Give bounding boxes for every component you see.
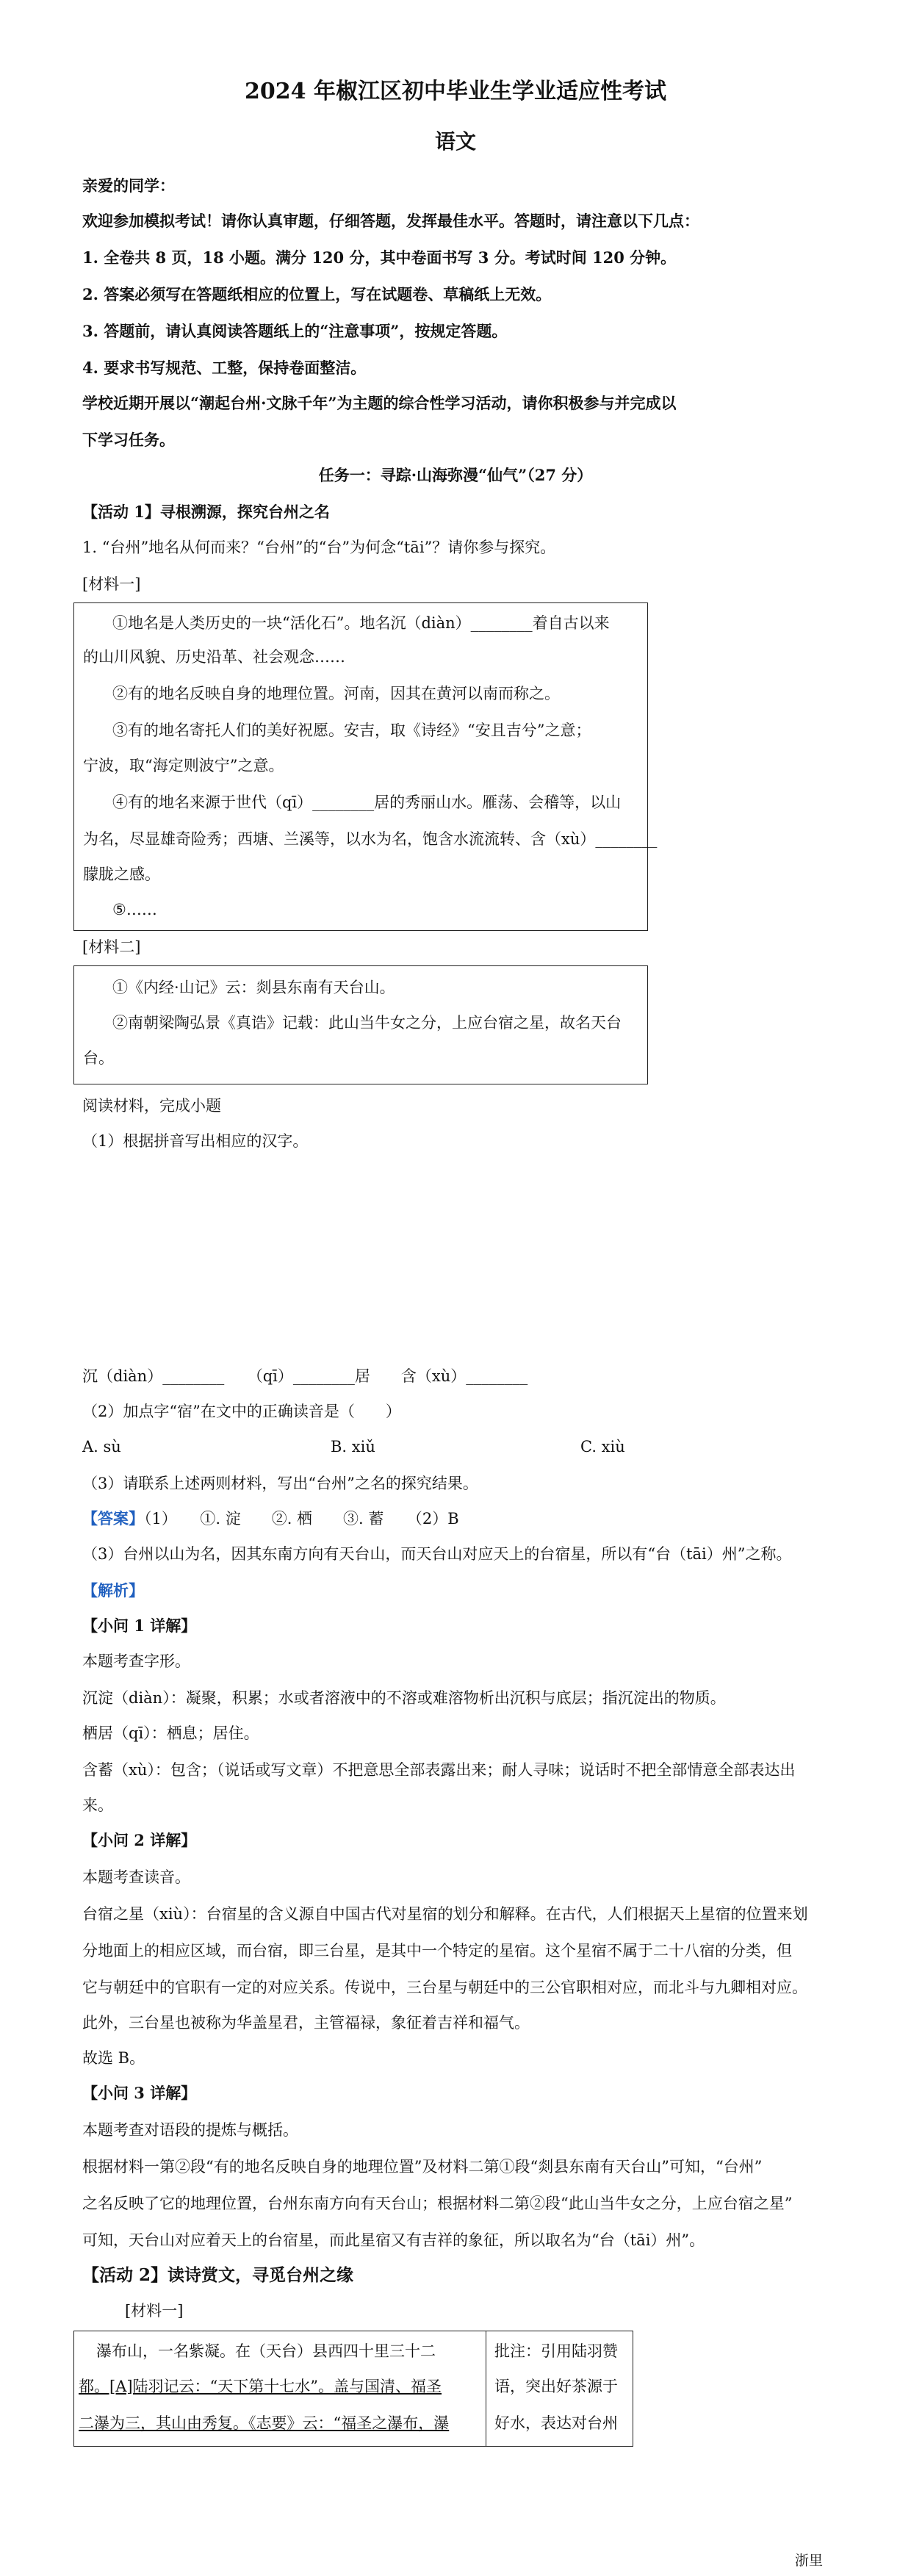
detail1-line: 栖居（qī）：栖息；居住。 [82, 1724, 259, 1742]
detail3-line: 可知，天台山对应着天上的台宿星，而此星宿又有吉祥的象征，所以取名为“台（tāi）州”。 [82, 2231, 705, 2249]
task-intro-line-1: 学校近期开展以“潮起台州·文脉千年”为主题的综合性学习活动，请你积极参与并完成以 [82, 394, 677, 412]
option-a: A. sù [82, 1438, 121, 1456]
activity1-heading: 【活动 1】寻根溯源，探究台州之名 [82, 503, 330, 521]
option-b: B. xiǔ [331, 1438, 375, 1456]
table-left-line: 二瀑为三，其山由秀复。《志要》云：“福圣之瀑布，瀑 [79, 2414, 450, 2432]
sub-question-1: （1）根据拼音写出相应的汉字。 [82, 1132, 309, 1150]
table-right-line: 批注：引用陆羽赞 [494, 2342, 618, 2360]
detail1-line: 本题考查字形。 [82, 1652, 190, 1670]
material1-box [73, 602, 658, 931]
material1-line: 朦胧之感。 [83, 866, 160, 883]
answer-line-1 [82, 1508, 839, 1530]
exam-subject: 语文 [434, 129, 476, 154]
detail3-line: 根据材料一第②段“有的地名反映自身的地理位置”及材料二第①段“剡县东南有天台山”可知，“台州” [82, 2158, 763, 2176]
detail1-line: 含蓄（xù）：包含；（说话或写文章）不把意思全部表露出来；耐人寻味；说话时不把全部情意全部表达出 [82, 1761, 796, 1779]
material1-line: ④有的地名来源于世代（qī）________居的秀丽山水。雁荡、会稽等，以山 [112, 794, 622, 811]
material1-line: ②有的地名反映自身的地理位置。河南，因其在黄河以南而称之。 [112, 685, 560, 702]
detail1-line: 沉淀（diàn）：凝聚，积累；水或者溶液中的不溶或难溶物析出沉积与底层；指沉淀出的物质。 [82, 1689, 726, 1707]
sub-question-1-blanks: 沉（diàn）________ （qī）________居 含（xù）________ [82, 1367, 528, 1385]
sub-question-2: （2）加点字“宿”在文中的正确读音是（ ） [82, 1403, 401, 1420]
detail3-heading: 【小问 3 详解】 [82, 2084, 197, 2102]
table-right-line: 好水，表达对台州 [494, 2414, 618, 2432]
detail2-line: 本题考查读音。 [82, 1868, 190, 1886]
table-left-line: 都。[A]陆羽记云：“天下第十七水”。盖与国清、福圣 [79, 2378, 442, 2395]
detail2-line: 此外，三台星也被称为华盖星君，主管福禄，象征着吉祥和福气。 [82, 2014, 530, 2032]
detail2-line: 台宿之星（xiù）：台宿星的含义源自中国古代对星宿的划分和解释。在古代，人们根据天上星宿的位置来划 [82, 1905, 808, 1923]
question-1: 1. “台州”地名从何而来？“台州”的“台”为何念“tāi”？请你参与探究。 [82, 539, 556, 556]
greeting: 亲爱的同学： [82, 176, 175, 195]
table-left-line: 瀑布山，一名紫凝。在（天台）县西四十里三十二 [96, 2342, 436, 2360]
rule-3: 3. 答题前，请认真阅读答题纸上的“注意事项”，按规定答题。 [82, 322, 508, 340]
detail2-line: 分地面上的相应区域，而台宿，即三台星，是其中一个特定的星宿。这个星宿不属于二十八宿的分类，但 [82, 1942, 792, 1960]
answer-line-2: （3）台州以山为名，因其东南方向有天台山，而天台山对应天上的台宿星，所以有“台（tāi）州”之称。 [82, 1545, 792, 1563]
detail3-line: 之名反映了它的地理位置，台州东南方向有天台山；根据材料二第②段“此山当牛女之分，上应台宿之星” [82, 2195, 793, 2212]
activity2-heading: 【活动 2】读诗赏文，寻觅台州之缘 [82, 2265, 354, 2285]
option-c: C. xiù [580, 1438, 625, 1456]
material1-line: ⑤…… [112, 901, 157, 918]
read-prompt: 阅读材料，完成小题 [82, 1097, 221, 1115]
welcome-text: 欢迎参加模拟考试！请你认真审题，仔细答题，发挥最佳水平。答题时，请注意以下几点： [82, 212, 699, 230]
activity2-material-label: [材料一] [125, 2302, 184, 2320]
exam-title: 2024 年椒江区初中毕业生学业适应性考试 [245, 79, 666, 104]
task-intro-line-2: 下学习任务。 [82, 431, 175, 449]
rule-2: 2. 答案必须写在答题纸相应的位置上，写在试题卷、草稿纸上无效。 [82, 285, 552, 303]
material1-line: ①地名是人类历史的一块“活化石”。地名沉（diàn）________着自古以来 [112, 614, 610, 632]
answer-label: 【答案】 [82, 1509, 144, 1528]
detail1-line: 来。 [82, 1796, 113, 1814]
material2-line: ①《内经·山记》云：剡县东南有天台山。 [112, 979, 395, 996]
material1-line: 宁波，取“海定则波宁”之意。 [83, 757, 284, 774]
analysis-label: 【解析】 [82, 1581, 144, 1600]
rule-4: 4. 要求书写规范、工整，保持卷面整洁。 [82, 359, 367, 377]
answer-text-1: （1） ①. 淀 ②. 栖 ③. 蓄 （2）B [144, 1510, 459, 1528]
detail2-line: 它与朝廷中的官职有一定的对应关系。传说中，三台星与朝廷中的三公官职相对应，而北斗与九卿相对应。 [82, 1979, 807, 1996]
detail2-line: 故选 B。 [82, 2049, 145, 2067]
detail1-heading: 【小问 1 详解】 [82, 1616, 197, 1635]
material1-line: 为名，尽显雄奇险秀；西塘、兰溪等，以水为名，饱含水流流转、含（xù）________ [83, 830, 658, 848]
footer-mark: 浙里 [795, 2552, 824, 2569]
material1-line: 的山川风貌、历史沿革、社会观念…… [83, 648, 345, 666]
material2-line: ②南朝梁陶弘景《真诰》记载：此山当牛女之分，上应台宿之星，故名天台 [112, 1014, 622, 1032]
material2-box [73, 965, 648, 1084]
task1-heading: 任务一：寻踪·山海弥漫“仙气”（27 分） [318, 466, 593, 484]
detail3-line: 本题考查对语段的提炼与概括。 [82, 2121, 298, 2139]
rule-1: 1. 全卷共 8 页，18 小题。满分 120 分，其中卷面书写 3 分。考试时间 120 分钟。 [82, 248, 677, 267]
material1-line: ③有的地名寄托人们的美好祝愿。安吉，取《诗经》“安且吉兮”之意； [112, 722, 591, 739]
table-right-line: 语，突出好茶源于 [494, 2378, 618, 2395]
material2-line: 台。 [83, 1049, 114, 1067]
material2-label: [材料二] [82, 938, 141, 956]
detail2-heading: 【小问 2 详解】 [82, 1831, 197, 1849]
sub-question-3: （3）请联系上述两则材料，写出“台州”之名的探究结果。 [82, 1475, 478, 1492]
activity2-table [73, 2331, 633, 2447]
material1-label: [材料一] [82, 575, 141, 593]
